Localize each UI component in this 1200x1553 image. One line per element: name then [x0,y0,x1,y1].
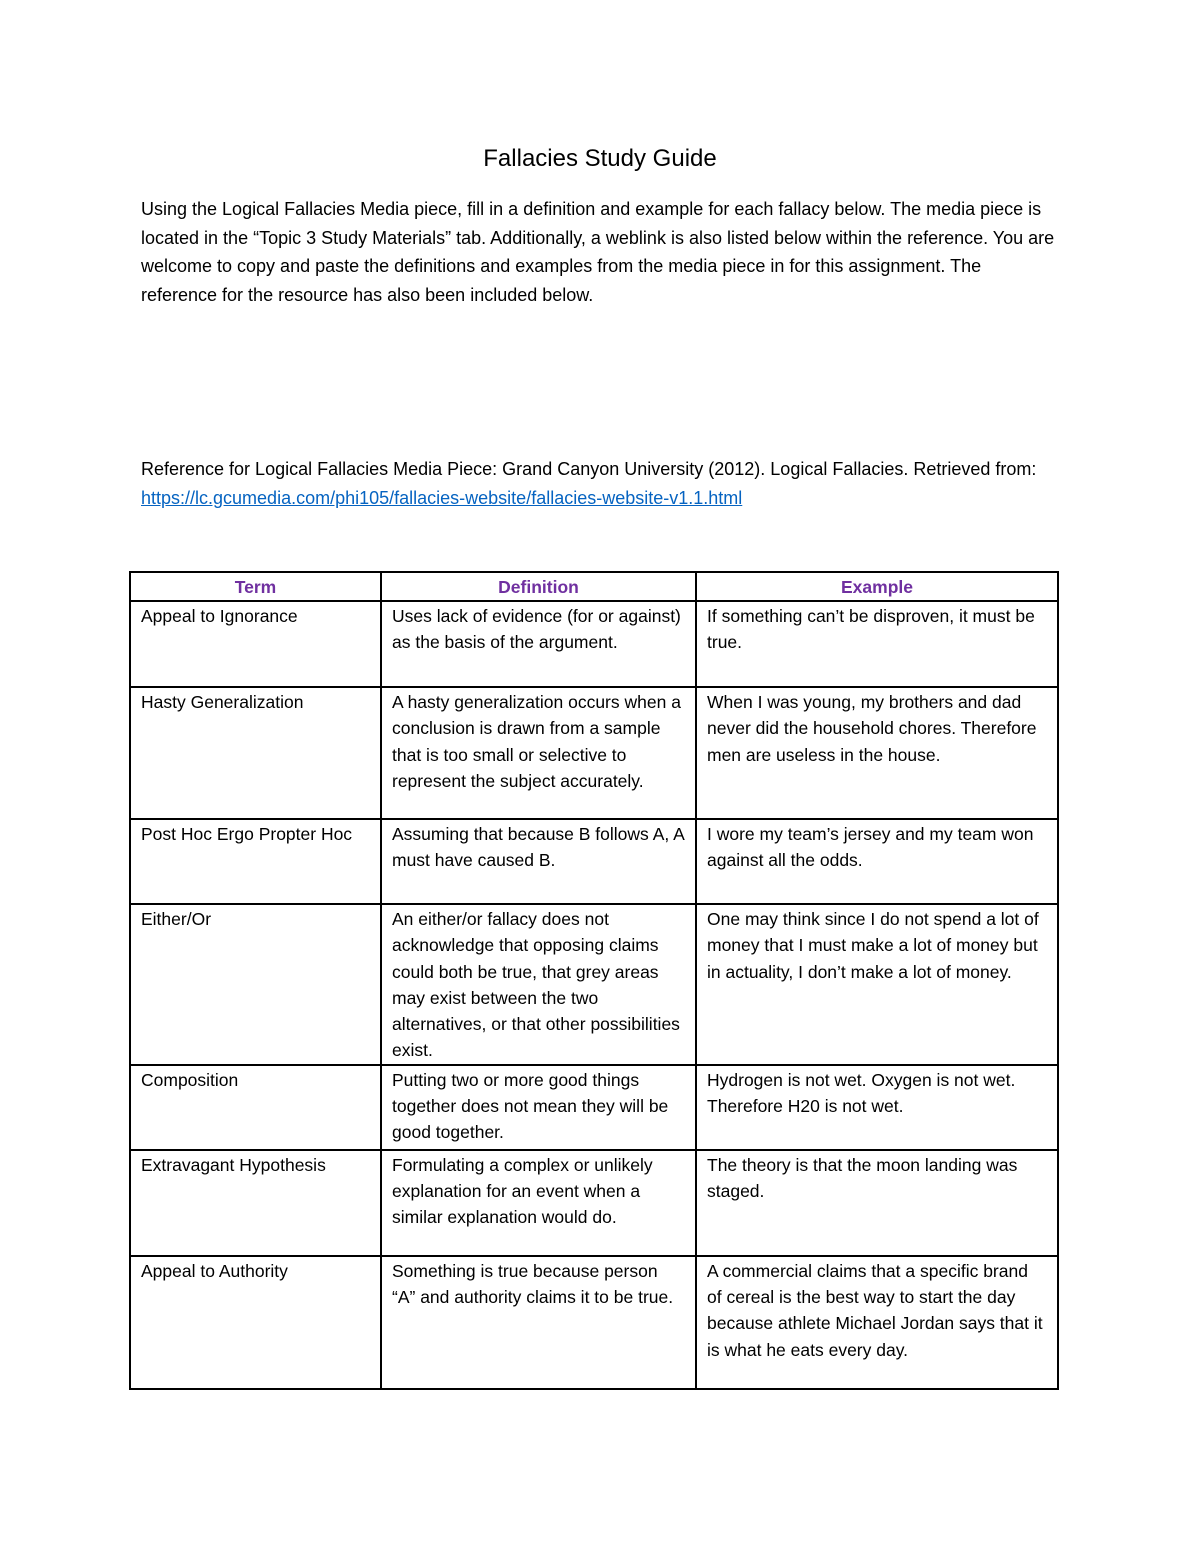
page-title: Fallacies Study Guide [483,145,717,172]
definition-cell: An either/or fallacy does not acknowledge that opposing claims could both be true, that grey areas may exist between the two alternatives, or that other possibilities exist. [381,904,696,1065]
example-cell: Hydrogen is not wet. Oxygen is not wet. Therefore H20 is not wet. [696,1065,1058,1150]
table-header-row [130,572,1058,601]
term-cell: Composition [130,1065,381,1150]
reference-link[interactable]: https://lc.gcumedia.com/phi105/fallacies-website/fallacies-website-v1.1.html [141,488,743,508]
definition-cell: A hasty generalization occurs when a conclusion is drawn from a sample that is too small or selective to represent the subject accurately. [381,687,696,819]
header-term: Term [130,572,381,601]
example-cell: I wore my team’s jersey and my team won against all the odds. [696,819,1058,904]
table-row [130,904,1058,1065]
definition-cell: Something is true because person “A” and authority claims it to be true. [381,1256,696,1389]
table-row [130,819,1058,904]
intro-paragraph: Using the Logical Fallacies Media piece, fill in a definition and example for each fallacy below. The media piece is located in the “Topic 3 Study Materials” tab. Additionally, a weblink is also listed below within the reference. You are welcome to copy and paste the definitions and examples from the media piece in for this assignment. The reference for the resource has also been included below. [141,199,1055,306]
table-row [130,687,1058,819]
header-definition: Definition [381,572,696,601]
term-cell: Either/Or [130,904,381,1065]
definition-cell: Assuming that because B follows A, A must have caused B. [381,819,696,904]
definition-cell: Putting two or more good things together does not mean they will be good together. [381,1065,696,1150]
reference-paragraph [141,455,1061,513]
table-row [130,1256,1058,1389]
header-example: Example [696,572,1058,601]
term-cell: Extravagant Hypothesis [130,1150,381,1256]
example-cell: The theory is that the moon landing was staged. [696,1150,1058,1256]
term-cell: Appeal to Authority [130,1256,381,1389]
term-cell: Appeal to Ignorance [130,601,381,687]
fallacies-table [129,571,1059,1390]
term-cell: Hasty Generalization [130,687,381,819]
example-cell: When I was young, my brothers and dad never did the household chores. Therefore men are useless in the house. [696,687,1058,819]
table-row [130,1150,1058,1256]
term-cell: Post Hoc Ergo Propter Hoc [130,819,381,904]
definition-cell: Uses lack of evidence (for or against) as the basis of the argument. [381,601,696,687]
definition-cell: Formulating a complex or unlikely explanation for an event when a similar explanation would do. [381,1150,696,1256]
table-row [130,1065,1058,1150]
example-cell: A commercial claims that a specific brand of cereal is the best way to start the day because athlete Michael Jordan says that it is what he eats every day. [696,1256,1058,1389]
reference-text: Reference for Logical Fallacies Media Piece: Grand Canyon University (2012). Logical Fallacies. Retrieved from: [141,459,1037,479]
example-cell: If something can’t be disproven, it must be true. [696,601,1058,687]
table-row [130,601,1058,687]
example-cell: One may think since I do not spend a lot of money that I must make a lot of money but in actuality, I don’t make a lot of money. [696,904,1058,1065]
